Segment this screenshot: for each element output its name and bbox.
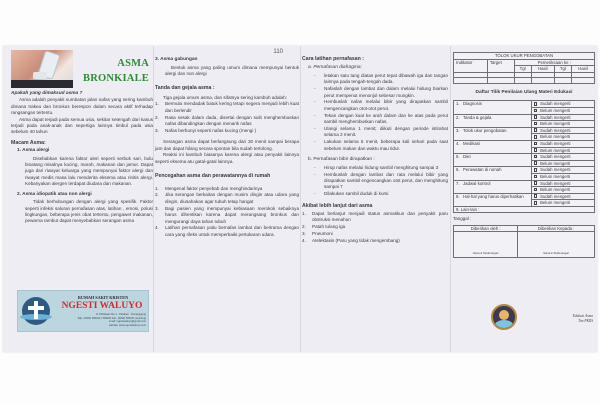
list-item (155, 192, 299, 205)
checkbox[interactable] (534, 128, 538, 132)
list-item (302, 224, 448, 230)
item-text: Bagi pasien yang mempunyai kebiasaan merokok sebaiknya harus dihentikan karena dapat merangsang bronkus dan mengurangi daya tahan tubuh (165, 205, 299, 224)
list-item: - Hirup nafas melalui hidung sambil menghitung sampai 3 (302, 165, 448, 171)
table-row (454, 78, 595, 84)
hospital-email: email: ngestiwaluyo@gmail.com (108, 320, 146, 324)
credit-line: Edukasi Asma (572, 314, 593, 318)
item-text: Tanda & gejala (463, 114, 492, 120)
checkbox-option[interactable] (531, 101, 594, 108)
education-checklist-table (453, 100, 595, 213)
checkbox[interactable] (534, 135, 538, 139)
checkbox[interactable] (534, 109, 538, 113)
item-number: 4. (456, 140, 460, 146)
exercise-title: b. Pernafasan bibir dirapatkan : (308, 157, 375, 163)
prevention-list (155, 186, 299, 239)
mouthpiece-shape (33, 72, 47, 79)
list-item (155, 186, 299, 192)
credit-line: Tim PKRS (578, 319, 593, 323)
checklist-title: Daftar Tilik Penilaian Ulang Materi Edukasi (475, 89, 573, 95)
list-item (155, 101, 299, 114)
hospital-address: Jl. Pahlawan No.1 - Parakan - Temanggung (95, 313, 146, 316)
list-item (302, 231, 448, 237)
inhaler-photo (11, 50, 73, 88)
types-heading: Macam Asma: (11, 139, 46, 146)
list-item: - Dilakukan sambil duduk di kursi (302, 191, 448, 197)
list-item: - letakan satu tang diatas perut tepat dibawah iga dan tangan lainnya pada tengah-tengah dada. (302, 73, 448, 86)
item-number: 4. (302, 238, 306, 244)
checkbox-option[interactable] (531, 140, 594, 147)
cross-icon (28, 306, 44, 310)
table-row (454, 180, 595, 187)
hospital-logo-icon (22, 297, 50, 325)
title-line-2: BRONKIALE (83, 73, 149, 84)
item-number: 3. (155, 205, 159, 211)
item-text: Latihan pernafasan yaitu bernafas lambat dan berirama dengan cara yang rileks untuk memperbaiki pertukaran udara. (165, 225, 299, 237)
item-text: Tolok ukur pengobatan (463, 127, 507, 133)
item-text: Dapat berlanjut menjadi status asmatikus dan penyakit paru obstruksi menahun (312, 211, 448, 223)
checklist-topic (454, 101, 532, 114)
type-title: 1. Asma alergi (17, 148, 50, 154)
checkbox-label: Belum mengerti (540, 173, 571, 179)
checklist-topic (454, 154, 532, 167)
checklist-topic (454, 140, 532, 153)
item-text: Hal-hal yang harus diperhatikan (463, 193, 524, 199)
checkbox-label: Belum mengerti (540, 200, 571, 206)
other-item: 9. Lain-lain : (454, 206, 595, 213)
given-by-header: Diberikan oleh : (454, 225, 518, 232)
list-item: - Hembuslah nafas melalui bibir yang dirapatkan sambil mengencangkan otot-otot perut. (302, 99, 448, 112)
item-text: Diagnosis (463, 101, 482, 107)
checkbox[interactable] (534, 115, 538, 119)
list-item: - Ulangi selama 1 menit; diikuti dengan periode istirahat selama 2 menit. (302, 126, 448, 139)
column-header: Tgl (554, 66, 571, 73)
exercise-title: a. Pernafasan diafragma: (308, 65, 362, 71)
item-number: 2. (302, 224, 306, 230)
checkbox-option[interactable] (531, 187, 594, 194)
symptoms-intro: Tiga gejala umum asma, dan sifatnya sering kambuh adalah: (163, 95, 287, 101)
table-cell[interactable] (514, 78, 531, 84)
checkbox-option[interactable] (531, 180, 594, 187)
item-text: Medikasi (463, 140, 480, 146)
checkbox[interactable] (534, 175, 538, 179)
checkbox-option[interactable] (531, 114, 594, 121)
checklist-topic (454, 167, 532, 180)
type-title: 3. Asma gabungan (155, 57, 198, 63)
panel-breathing (302, 46, 448, 352)
checkbox[interactable] (534, 142, 538, 146)
hospital-contact (52, 313, 146, 327)
item-number: 3. (302, 231, 306, 237)
checkbox-label: Belum mengerti (540, 134, 571, 140)
complications-list (302, 211, 448, 245)
emblem-body (495, 320, 513, 330)
item-number: 3. (456, 127, 460, 133)
checkbox-label: Sudah mengerti (540, 167, 571, 173)
symptoms-list (155, 101, 299, 134)
hospital-phone: Telp. (0293) 596019 / 596020 Fax. (0293) 596471 (Hunting) (77, 316, 146, 320)
panel-symptoms (155, 46, 299, 352)
item-number: 4. (155, 225, 159, 231)
checkbox[interactable] (534, 102, 538, 106)
signature-field[interactable] (518, 232, 595, 258)
title-line-1: ASMA (117, 58, 149, 69)
column-header: Hasil (531, 66, 554, 73)
item-text: Rasa sesak dalam dada, disertai dengan sulit menghembuskan nafas dibandingkan dengan menarik nafas (165, 114, 299, 127)
signature-caption: Nama & Tanda tangan (543, 251, 570, 255)
checkbox-label: Belum mengerti (540, 107, 571, 113)
item-text: Atelektasis (Paru yang tidak mengembang) (312, 238, 400, 244)
emblem-face (499, 310, 509, 320)
table-row (454, 127, 595, 134)
checklist-topic (454, 180, 532, 193)
treatment-benchmark-table (453, 52, 595, 84)
table-row (454, 101, 595, 108)
type-description: Tidak berhubungan dengan alergi yang spesifik. Faktor seperti infeksi saluran pernafasan atas, latihan , emosi, polusi lingkungan, beberapa jenis obat tertentu, pengawet makanan, pewarna rambut dapat menyebabkan serangan asma (25, 199, 153, 224)
list-item (155, 128, 299, 134)
checklist-topic (454, 114, 532, 127)
table-cell[interactable] (554, 78, 571, 84)
item-number: 5. (456, 154, 460, 160)
table-row (454, 206, 595, 213)
team-emblem-icon (491, 304, 517, 330)
hospital-name: NGESTI WALUYO (61, 301, 143, 311)
checkbox-option[interactable] (531, 107, 594, 114)
table-cell[interactable] (454, 78, 488, 84)
intro-paragraph: Asma dapat terjadi pada semua usia, sekitar setengah dari kasus terjadi pada anak-anak dan sepertiga lainnya timbul pada usia sebelum 40 tahun (11, 116, 153, 135)
item-number: 2. (155, 192, 159, 198)
item-number: 1. (456, 101, 460, 107)
prevention-heading: Pencegahan asma dan perawatannya di rumah (155, 173, 271, 180)
signature-field[interactable] (454, 232, 518, 258)
list-item: - Hembuslah dengan lambat dan rata melalui bibir yang dirapatkan sambil engencangkan otot perut, dan menghitung sampai 7 (302, 172, 448, 191)
item-number: 1. (155, 185, 159, 191)
table-row (454, 167, 595, 174)
list-item (302, 211, 448, 224)
list-item (155, 206, 299, 225)
panel-evaluation (453, 46, 595, 352)
cover-header (11, 50, 153, 90)
list-item (155, 115, 299, 128)
item-number: 2. (155, 114, 159, 120)
brochure-title (83, 56, 149, 86)
signature-caption: Nama & Tanda tangan (472, 251, 499, 255)
item-text: Jadwal kontrol (463, 180, 491, 186)
item-text: Patah tulang iga (312, 224, 346, 230)
table-row (454, 114, 595, 121)
checkbox-label: Sudah mengerti (540, 140, 571, 146)
intro-paragraph: Asma adalah penyakit sumbatan jalan nafas yang sering kambuh dimana trakea dan bronkus berespon dalam secara aktif terhadap rangsangan tertentu. (11, 97, 153, 116)
checkbox[interactable] (534, 122, 538, 126)
checkbox-label: Sudah mengerti (540, 180, 571, 186)
checkbox[interactable] (534, 161, 538, 165)
item-number: 7. (456, 180, 460, 186)
column-header: Target (487, 59, 514, 72)
item-number: 6. (456, 167, 460, 173)
panel-cover (11, 46, 153, 352)
checkbox-label: Sudah mengerti (540, 193, 571, 199)
date-label: Tanggal : (453, 216, 472, 222)
checkbox[interactable] (534, 155, 538, 159)
item-text: Perawatan di rumah (463, 167, 502, 173)
table-row (454, 154, 595, 161)
pursed-lip-steps (302, 165, 448, 198)
item-text: Mengenal faktor penyebab dan menghindarinya (165, 185, 263, 191)
item-number: 2. (456, 114, 460, 120)
item-number: 1. (302, 211, 306, 217)
list-item: - Nafaslah dengan lambat dan dalam melalui hidung biarkan perut mempenut menonjol sebesar mungkin. (302, 86, 448, 99)
list-item (302, 238, 448, 244)
checkbox[interactable] (534, 194, 538, 198)
checkbox-label: Belum mengerti (540, 187, 571, 193)
item-text: Pneumoni (312, 231, 333, 237)
checkbox-option[interactable] (531, 121, 594, 128)
signature-table (453, 225, 595, 259)
complications-heading: Akibat lebih lanjut dari asma (302, 202, 373, 209)
fold-line (450, 46, 451, 352)
checkbox[interactable] (534, 181, 538, 185)
fold-line (300, 46, 301, 352)
table-row (454, 193, 595, 200)
attack-paragraph: Reaksi ini kambuh biasanya karena alergi atau penyakit lainnya seperti eksema atu gatal-gatal lainnya. (155, 152, 299, 164)
checkbox[interactable] (534, 168, 538, 172)
checkbox-label: Sudah mengerti (540, 101, 571, 107)
checkbox-label: Sudah mengerti (540, 154, 571, 160)
attack-paragraph: Serangan asma dapat berlangsung dari 30 menit sampai berapa jam dan dapat hilang secara spontan bila sudah tertolong. (155, 139, 299, 151)
column-header: Tgl (514, 66, 531, 73)
checkbox[interactable] (534, 188, 538, 192)
item-text: Jika serangan berkaitan dengan musim dingin atau udara yang dingin, diusahakan agar tubuh tetap hangat (165, 192, 299, 204)
type-description: Bentuk asma yang paling umum dimana mempunyai bentuk alergi dan non alergi (165, 64, 299, 77)
checkbox-option[interactable] (531, 134, 594, 141)
type-description: Disebabkan karena faktor aleri seperti serbuk sari, bulu binatang misalnya kucing, marah, makanan dan jamur. Dapat juga dari riwayat keluarga yang mempunyai faktor alergi dan riwayat medis masa lalu menderita eksema atau rinitis alergi. Kebanyakan alergen terdapat diudara dan makanan. (25, 155, 153, 187)
diaphragm-steps (302, 73, 448, 152)
checkbox-option[interactable] (531, 160, 594, 167)
hospital-type: RUMAH SAKIT KRISTEN (77, 295, 129, 300)
fold-line (153, 46, 154, 352)
checkbox-label: Sudah mengerti (540, 127, 571, 133)
hospital-banner (17, 290, 149, 332)
table-cell[interactable] (531, 78, 554, 84)
table-cell[interactable] (487, 78, 514, 84)
list-item: - Lakukan selama 5 menit, beberapa kali sehari pada saat sebelum makan dan waktu mau tidur. (302, 139, 448, 152)
item-text: Nafas berbunyi seperti nafas kucing (mengi ) (165, 128, 257, 134)
column-header: Hasil (572, 66, 595, 73)
given-to-header: Diberikan Kepada : (518, 225, 595, 232)
page-number: 110 (273, 49, 283, 55)
checkbox-option[interactable] (531, 127, 594, 134)
checklist-topic (454, 193, 532, 206)
checkbox-label: Belum mengerti (540, 147, 571, 153)
item-text: Bermula mendadak batuk kering tetapi segera menjadi lebih kuat dan berlendir (165, 101, 299, 113)
table-cell[interactable] (572, 78, 595, 84)
checkbox-option[interactable] (531, 154, 594, 161)
question-heading: Apakah yang dimaksud asma ? (11, 91, 83, 96)
item-number: 8. (456, 193, 460, 199)
symptoms-heading: Tanda dan gejala asma : (155, 84, 215, 91)
item-number: 3. (155, 128, 159, 134)
type-title: 2. Asma idiopatik atau non alergi (17, 191, 92, 197)
hospital-website: website: www.ngestiwaluyo.com (108, 323, 146, 327)
item-text: Diet (463, 154, 471, 160)
checkbox-option[interactable] (531, 200, 594, 207)
checkbox-option[interactable] (531, 147, 594, 154)
checkbox-option[interactable] (531, 167, 594, 174)
item-number: 1. (155, 101, 159, 107)
table-row (454, 140, 595, 147)
credit-text (553, 314, 593, 324)
cross-icon (34, 301, 38, 319)
checkbox-option[interactable] (531, 173, 594, 180)
checkbox-label: Sudah mengerti (540, 114, 571, 120)
column-header: Pemeriksaan ke : (514, 59, 594, 66)
checkbox[interactable] (534, 148, 538, 152)
brochure-sheet (3, 46, 597, 352)
checkbox[interactable] (534, 201, 538, 205)
list-item (155, 225, 299, 238)
column-header: Indikator (454, 59, 488, 72)
checklist-topic (454, 127, 532, 140)
checkbox-label: Belum mengerti (540, 160, 571, 166)
checkbox-label: Belum mengerti (540, 121, 571, 127)
shirt-shape (11, 80, 73, 88)
list-item: - Tekan dengan kuat ke arah dalam dan ke atas pada perut sambil menghembuskan nafas. (302, 113, 448, 126)
checkbox-option[interactable] (531, 193, 594, 200)
breathing-heading: Cara latihan pernafasan : (302, 56, 364, 62)
table-title: TOLOK UKUR PENGOBATAN (454, 53, 595, 60)
